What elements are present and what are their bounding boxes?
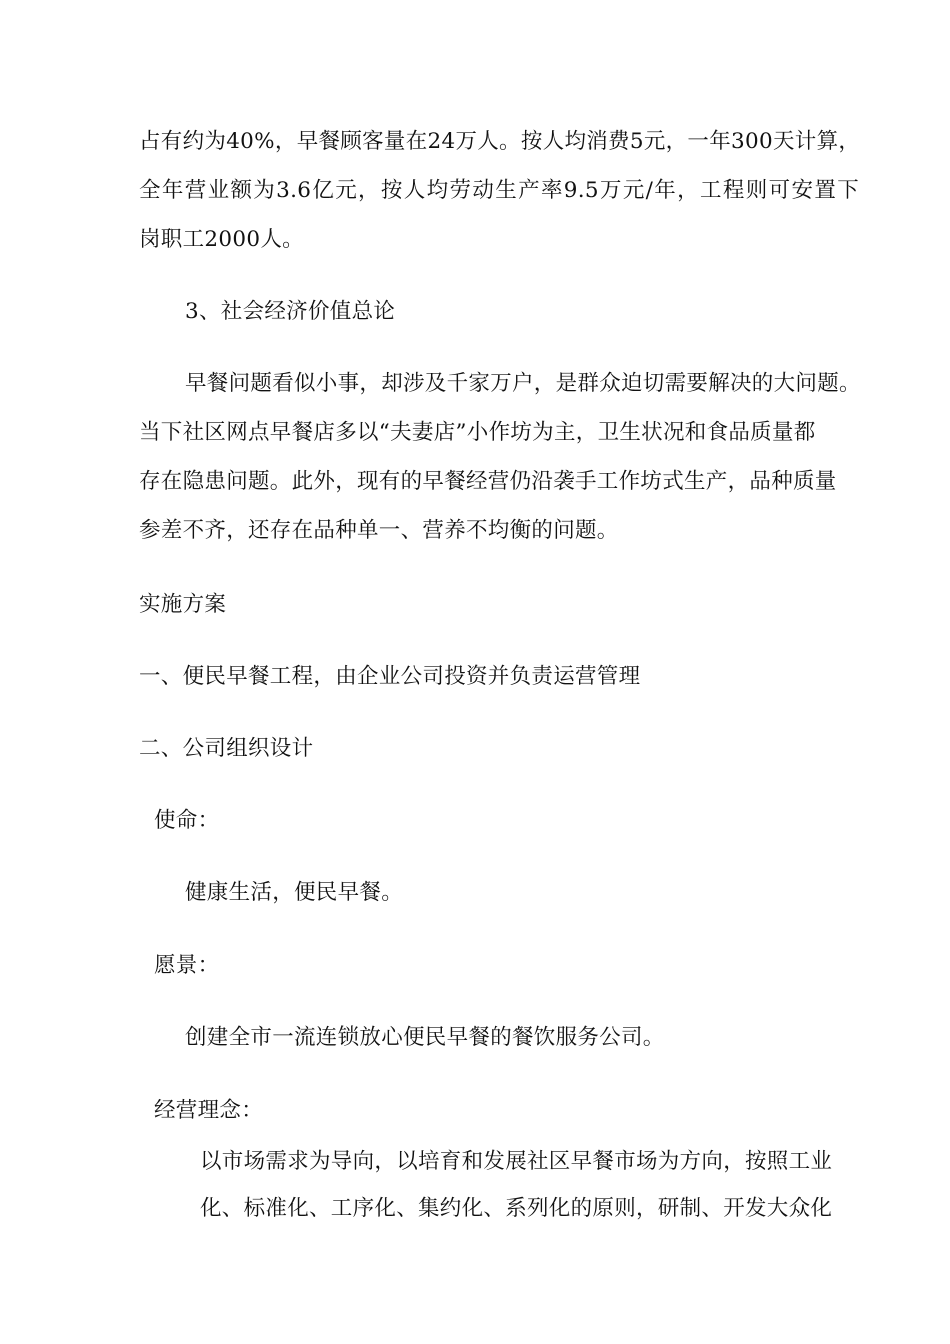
philosophy-line: 以市场需求为导向，以培育和发展社区早餐市场为方向，按照工业	[200, 1149, 833, 1174]
section-heading: 3、社会经济价值总论	[185, 299, 396, 324]
philosophy-line: 化、标准化、工序化、集约化、系列化的原则，研制、开发大众化	[200, 1196, 833, 1221]
paragraph-line: 早餐问题看似小事，却涉及千家万户，是群众迫切需要解决的大问题。	[185, 371, 861, 396]
label-philosophy: 经营理念：	[154, 1098, 264, 1123]
paragraph-line: 当下社区网点早餐店多以“夫妻店”小作坊为主，卫生状况和食品质量都	[139, 420, 816, 445]
vision-text: 创建全市一流连锁放心便民早餐的餐饮服务公司。	[185, 1025, 665, 1050]
label-vision: 愿景：	[154, 953, 220, 978]
label-mission: 使命：	[154, 808, 220, 833]
paragraph-line: 存在隐患问题。此外，现有的早餐经营仍沿袭手工作坊式生产，品种质量	[139, 469, 837, 494]
section-heading: 二、公司组织设计	[139, 736, 314, 761]
section-heading: 一、便民早餐工程，由企业公司投资并负责运营管理	[139, 664, 641, 689]
mission-text: 健康生活，便民早餐。	[185, 880, 404, 905]
paragraph-line: 占有约为40%，早餐顾客量在24万人。按人均消费5元，一年300天计算，	[139, 129, 861, 154]
paragraph-line: 全年营业额为3.6亿元，按人均劳动生产率9.5万元/年，工程则可安置下	[139, 178, 859, 203]
paragraph-line: 岗职工2000人。	[139, 227, 304, 252]
paragraph-line: 参差不齐，还存在品种单一、营养不均衡的问题。	[139, 518, 619, 543]
section-heading: 实施方案	[139, 592, 227, 617]
